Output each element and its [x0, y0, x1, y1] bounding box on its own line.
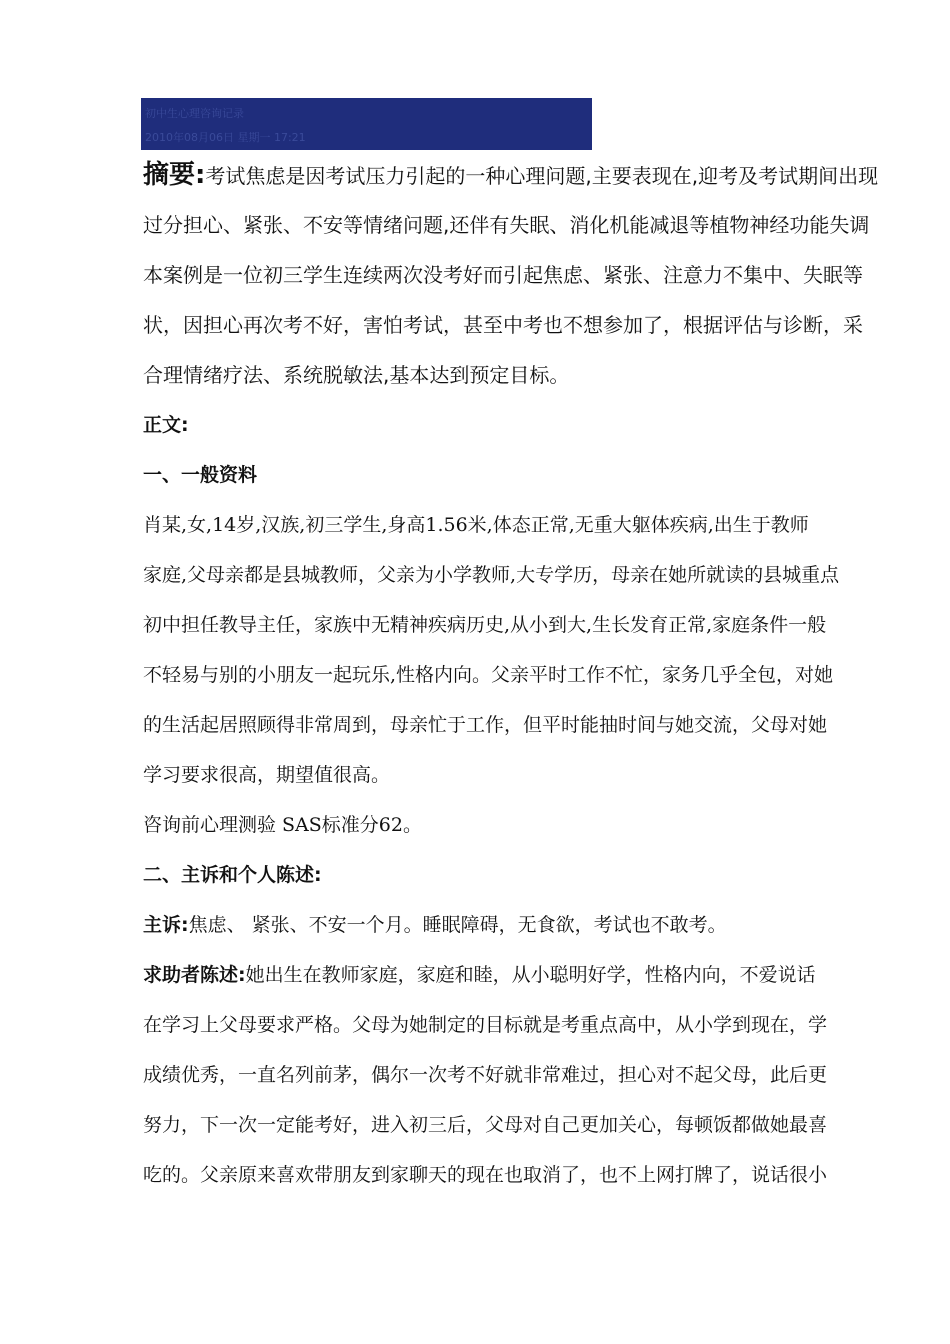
statement-line: 在学习上父母要求严格。父母为她制定的目标就是考重点高中，从小学到现在，学: [143, 1014, 828, 1036]
section1-line: 家庭,父母亲都是县城教师，父亲为小学教师,大专学历，母亲在她所就读的县城重点: [143, 564, 840, 586]
body-label: 正文:: [143, 414, 189, 436]
test-score-line: 咨询前心理测验 SAS标准分62。: [143, 814, 422, 836]
complaint-line: [143, 900, 950, 950]
abstract-line-1: [143, 150, 950, 200]
complaint-text: 焦虑、 紧张、不安一个月。睡眠障碍，无食欲，考试也不敢考。: [188, 914, 727, 936]
section1-line: 肖某,女,14岁,汉族,初三学生,身高1.56米,体态正常,无重大躯体疾病,出生于教师: [143, 514, 809, 536]
document-body: [143, 150, 950, 1200]
section2-heading: 二、主诉和个人陈述:: [143, 864, 322, 886]
section1-line: 不轻易与别的小朋友一起玩乐,性格内向。父亲平时工作不忙，家务几乎全包，对她: [143, 664, 834, 686]
header-timestamp: 2010年08月06日 星期一 17:21: [145, 131, 306, 144]
statement-line: 成绩优秀，一直名列前茅，偶尔一次考不好就非常难过，担心对不起父母，此后更: [143, 1064, 828, 1086]
header-title: 初中生心理咨询记录: [145, 107, 244, 120]
statement-label: 求助者陈述:: [143, 964, 246, 986]
abstract-line: 合理情绪疗法、系统脱敏法,基本达到预定目标。: [143, 363, 570, 387]
statement-line: 吃的。父亲原来喜欢带朋友到家聊天的现在也取消了，也不上网打牌了，说话很小: [143, 1164, 828, 1186]
statement-line: [143, 950, 950, 1000]
statement-line: 努力，下一次一定能考好，进入初三后，父母对自己更加关心，每顿饭都做她最喜: [143, 1114, 828, 1136]
abstract-label: 摘要:: [143, 160, 206, 190]
complaint-label: 主诉:: [143, 914, 189, 936]
section1-line: 初中担任教导主任，家族中无精神疾病历史,从小到大,生长发育正常,家庭条件一般: [143, 614, 827, 636]
section1-heading: 一、一般资料: [143, 464, 258, 486]
abstract-line: 状，因担心再次考不好，害怕考试，甚至中考也不想参加了，根据评估与诊断，采: [143, 313, 863, 337]
abstract-line: 本案例是一位初三学生连续两次没考好而引起焦虑、紧张、注意力不集中、失眠等: [143, 263, 863, 287]
header-banner: [141, 98, 592, 150]
section1-line: 学习要求很高，期望值很高。: [143, 764, 391, 786]
section1-line: 的生活起居照顾得非常周到，母亲忙于工作，但平时能抽时间与她交流，父母对她: [143, 714, 828, 736]
statement-text: 她出生在教师家庭，家庭和睦，从小聪明好学，性格内向，不爱说话: [245, 964, 816, 986]
abstract-text: 考试焦虑是因考试压力引起的一种心理问题,主要表现在,迎考及考试期间出现: [205, 164, 879, 188]
abstract-line: 过分担心、紧张、不安等情绪问题,还伴有失眠、消化机能减退等植物神经功能失调: [143, 213, 870, 237]
